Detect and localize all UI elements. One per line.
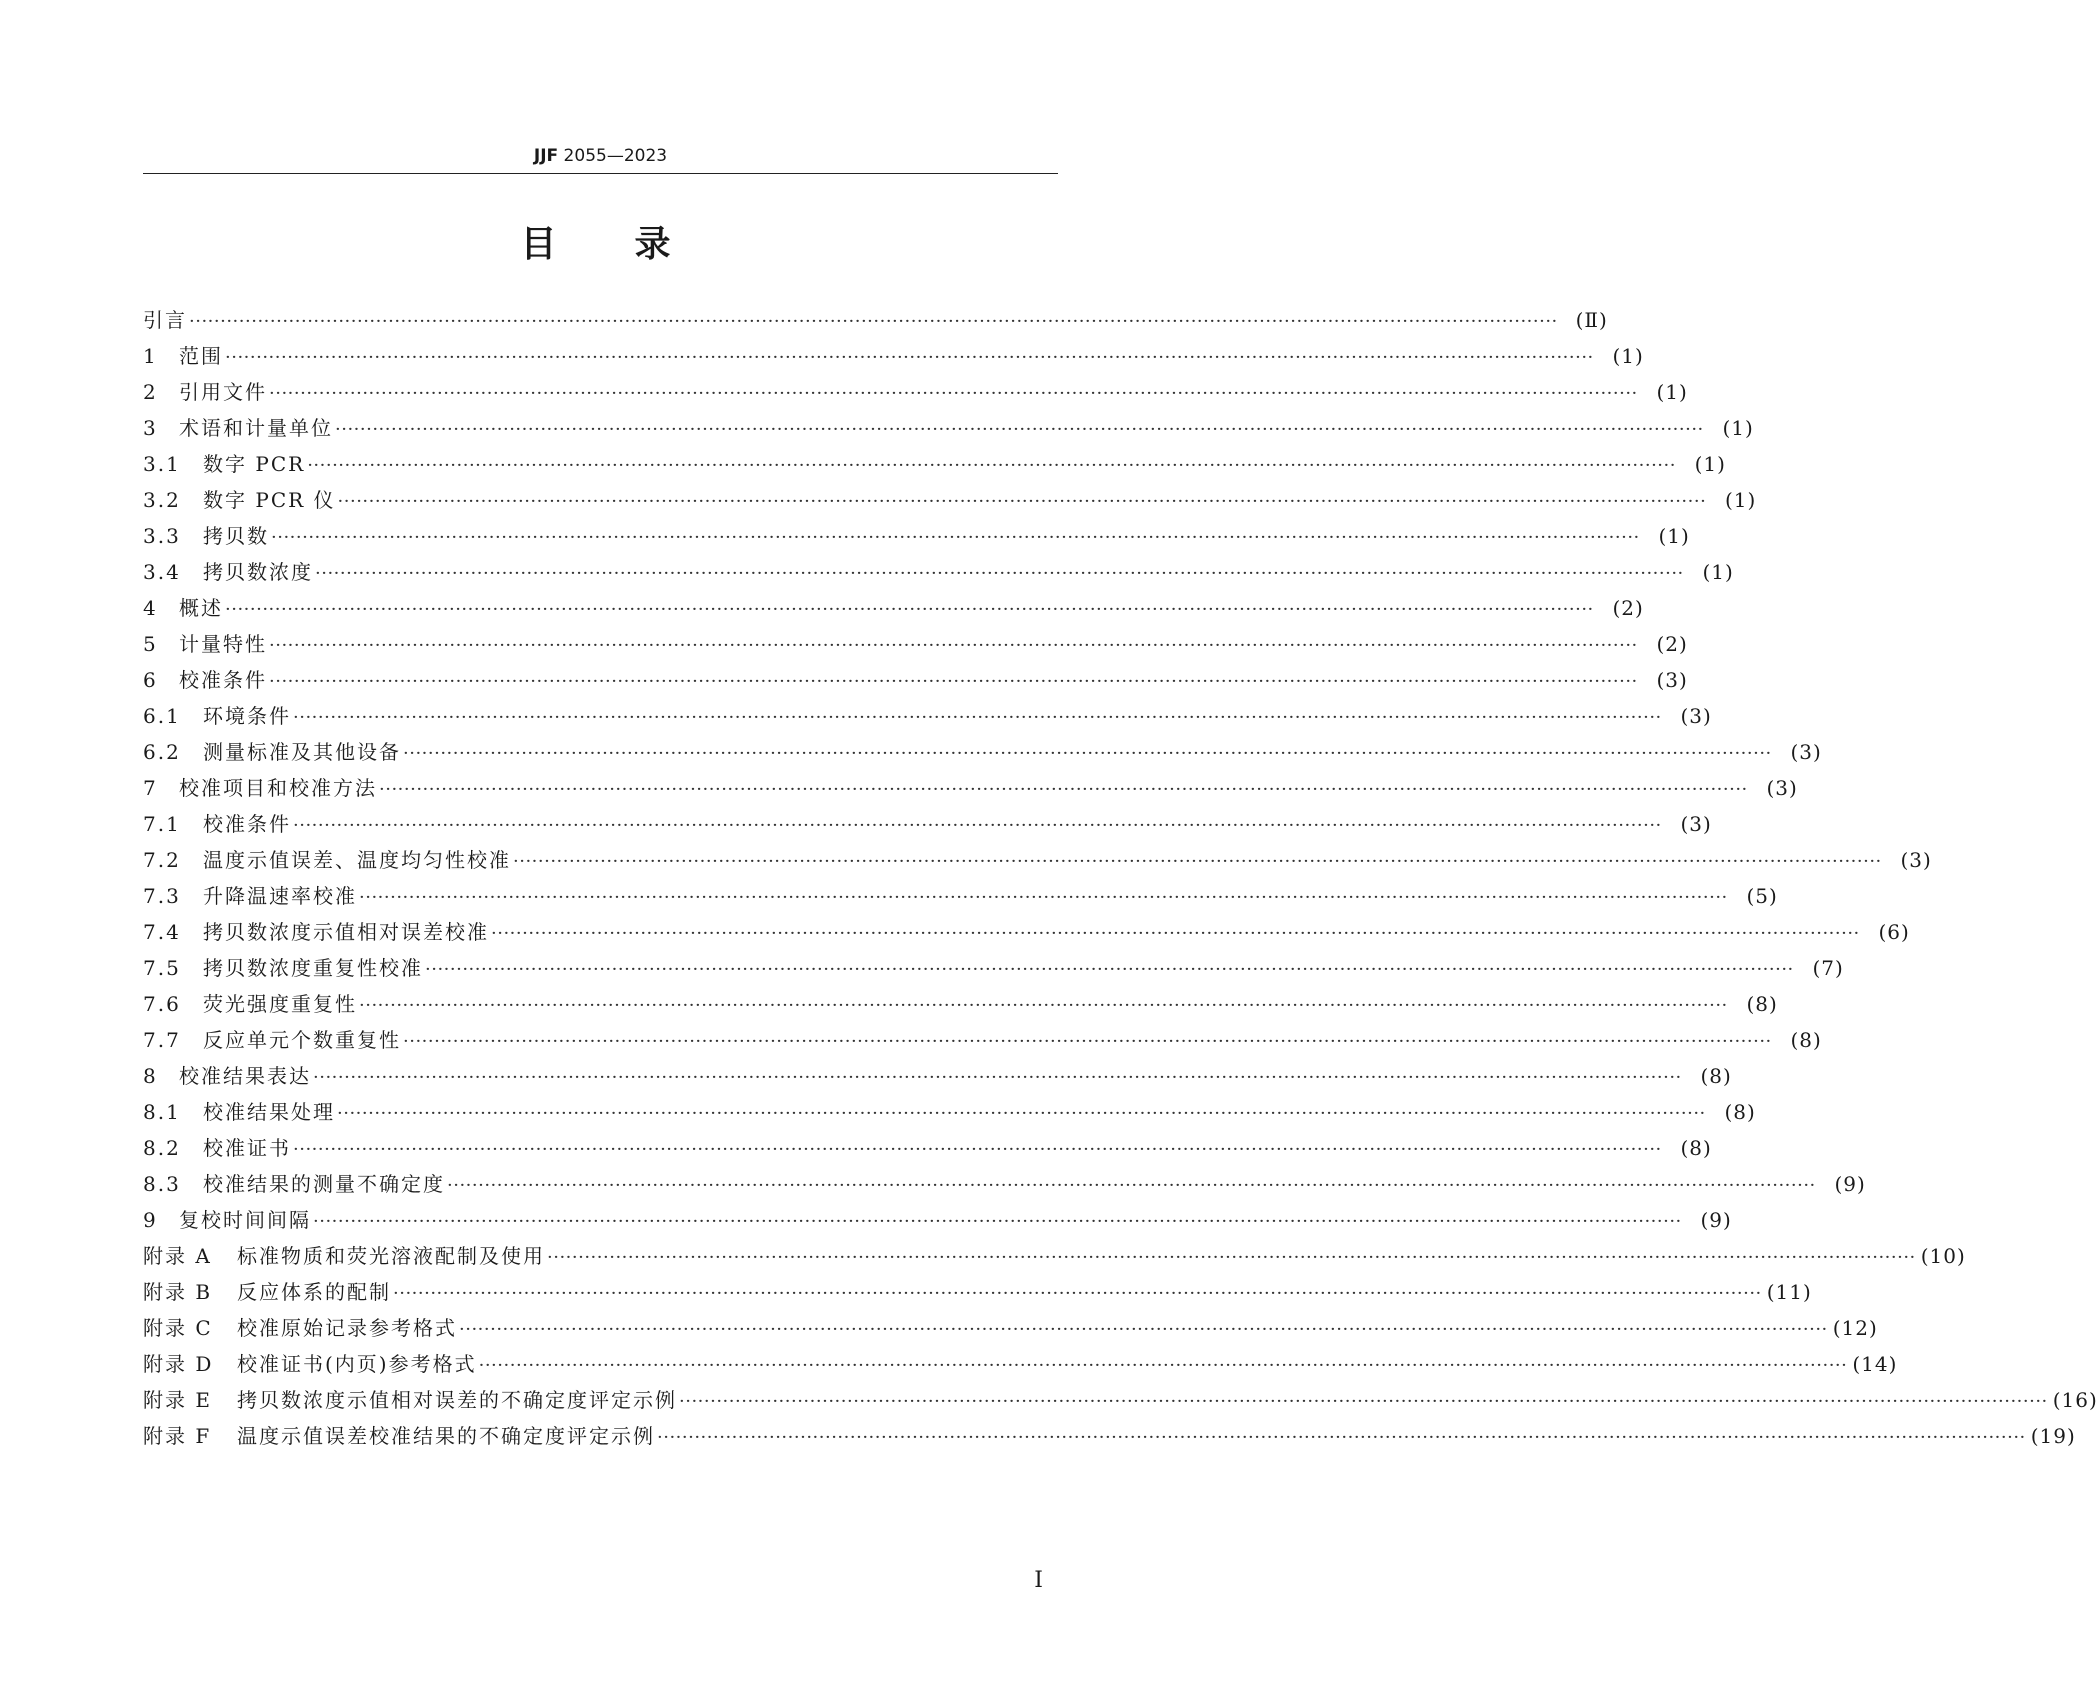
toc-entry-number: 7.6	[143, 992, 181, 1016]
toc-entry-number: 4	[143, 596, 158, 620]
toc-entry-number: 7.4	[143, 920, 181, 944]
toc-entry-title: 校准结果处理	[203, 1100, 335, 1124]
toc-entry-number: 3.1	[143, 452, 181, 476]
toc-entry-number: 7.7	[143, 1028, 181, 1052]
toc-entry-page: (8)	[1746, 992, 1778, 1016]
dot-leader: ····························································································································································································································	[313, 1067, 1682, 1088]
toc-entry[interactable]	[143, 626, 1688, 662]
toc-entry-number: 1	[143, 344, 158, 368]
toc-entry-title: 测量标准及其他设备	[203, 740, 401, 764]
toc-entry-page: (10)	[1920, 1244, 1966, 1268]
toc-entry-title: 校准结果表达	[179, 1064, 311, 1088]
toc-entry[interactable]	[143, 338, 1644, 374]
toc-entry-page: (9)	[1834, 1172, 1866, 1196]
toc-entry-number: 8.2	[143, 1136, 181, 1160]
toc-entry-number: 8.1	[143, 1100, 181, 1124]
toc-entry-title: 引用文件	[179, 380, 267, 404]
toc-entry-number: 附录 C	[143, 1316, 213, 1340]
toc-entry[interactable]	[143, 698, 1712, 734]
toc-entry[interactable]	[143, 878, 1778, 914]
toc-entry[interactable]	[143, 374, 1688, 410]
toc-entry[interactable]	[143, 1238, 1966, 1274]
toc-entry-page: (8)	[1700, 1064, 1732, 1088]
toc-entry[interactable]	[143, 1058, 1732, 1094]
toc-entry-title: 反应体系的配制	[237, 1280, 391, 1304]
dot-leader: ····························································································································································································································	[313, 1211, 1682, 1232]
toc-entry-page: (3)	[1656, 668, 1688, 692]
toc-entry[interactable]	[143, 806, 1712, 842]
toc-entry-number: 6.1	[143, 704, 181, 728]
toc-entry-title: 数字 PCR	[203, 452, 306, 476]
dot-leader: ····························································································································································································································	[335, 419, 1704, 440]
dot-leader: ····························································································································································································································	[657, 1427, 2026, 1448]
toc-entry-title: 校准原始记录参考格式	[237, 1316, 457, 1340]
toc-entry-title: 术语和计量单位	[179, 416, 333, 440]
toc-entry-title: 校准项目和校准方法	[179, 776, 377, 800]
toc-entry[interactable]	[143, 482, 1757, 518]
toc-entry-number: 附录 F	[143, 1424, 212, 1448]
page-number: Ⅰ	[1034, 1568, 1043, 1593]
toc-entry-page: (1)	[1612, 344, 1644, 368]
toc-entry-page: (2)	[1656, 632, 1688, 656]
toc-entry[interactable]	[143, 842, 1932, 878]
dot-leader: ····························································································································································································································	[225, 599, 1594, 620]
toc-entry-title: 校准证书(内页)参考格式	[237, 1352, 477, 1376]
toc-entry-page: (9)	[1700, 1208, 1732, 1232]
toc-entry-page: (1)	[1658, 524, 1690, 548]
toc-entry[interactable]	[143, 734, 1822, 770]
dot-leader: ····························································································································································································································	[403, 743, 1772, 764]
dot-leader: ····························································································································································································································	[393, 1283, 1762, 1304]
toc-entry-title: 概述	[179, 596, 223, 620]
dot-leader: ····························································································································································································································	[491, 923, 1860, 944]
toc-entry-number: 7.1	[143, 812, 181, 836]
dot-leader: ····························································································································································································································	[459, 1319, 1828, 1340]
toc-entry[interactable]	[143, 1130, 1712, 1166]
table-of-contents	[143, 302, 2098, 1454]
toc-entry[interactable]	[143, 1022, 1822, 1058]
toc-entry-title: 数字 PCR 仪	[203, 488, 336, 512]
dot-leader: ····························································································································································································································	[269, 383, 1638, 404]
toc-entry-number: 3	[143, 416, 158, 440]
toc-entry-number: 7.2	[143, 848, 181, 872]
dot-leader: ····························································································································································································································	[189, 311, 1558, 332]
toc-entry-title: 校准条件	[179, 668, 267, 692]
toc-entry-number: 7	[143, 776, 158, 800]
toc-entry-title: 标准物质和荧光溶液配制及使用	[237, 1244, 545, 1268]
toc-entry[interactable]	[143, 302, 1608, 338]
dot-leader: ····························································································································································································································	[307, 455, 1676, 476]
dot-leader: ····························································································································································································································	[293, 815, 1662, 836]
toc-entry-title: 拷贝数浓度示值相对误差校准	[203, 920, 489, 944]
toc-entry-page: (19)	[2030, 1424, 2076, 1448]
toc-entry-number: 6.2	[143, 740, 181, 764]
toc-entry-number: 附录 E	[143, 1388, 212, 1412]
toc-entry[interactable]	[143, 1310, 1878, 1346]
toc-entry[interactable]	[143, 770, 1798, 806]
toc-entry[interactable]	[143, 1346, 1898, 1382]
toc-entry-page: (3)	[1680, 704, 1712, 728]
page-header	[143, 138, 1058, 174]
page-title: 目录	[520, 224, 749, 265]
dot-leader: ····························································································································································································································	[478, 1355, 1848, 1376]
toc-entry-number: 3.2	[143, 488, 181, 512]
toc-entry[interactable]	[143, 950, 1844, 986]
toc-entry-page: (3)	[1680, 812, 1712, 836]
dot-leader: ····························································································································································································································	[447, 1175, 1816, 1196]
toc-entry-page: (1)	[1656, 380, 1688, 404]
standard-prefix: JJF	[533, 146, 559, 166]
toc-entry-number: 7.5	[143, 956, 181, 980]
toc-entry-page: (3)	[1900, 848, 1932, 872]
toc-entry-title: 拷贝数浓度示值相对误差的不确定度评定示例	[237, 1388, 677, 1412]
toc-entry-title: 拷贝数浓度	[203, 560, 313, 584]
toc-entry[interactable]	[143, 554, 1734, 590]
toc-entry-title: 复校时间间隔	[179, 1208, 311, 1232]
toc-entry-number: 8.3	[143, 1172, 181, 1196]
toc-entry-page: (1)	[1694, 452, 1726, 476]
toc-entry-number: 5	[143, 632, 158, 656]
toc-entry-title: 温度示值误差、温度均匀性校准	[203, 848, 511, 872]
toc-entry[interactable]	[143, 446, 1726, 482]
toc-entry[interactable]	[143, 1166, 1866, 1202]
dot-leader: ····························································································································································································································	[425, 959, 1794, 980]
toc-entry-page: (12)	[1832, 1316, 1878, 1340]
dot-leader: ····························································································································································································································	[269, 635, 1638, 656]
toc-entry-number: 3.3	[143, 524, 181, 548]
toc-entry-number: 附录 A	[143, 1244, 212, 1268]
toc-entry-title: 环境条件	[203, 704, 291, 728]
dot-leader: ····························································································································································································································	[359, 887, 1728, 908]
toc-entry-title: 计量特性	[179, 632, 267, 656]
toc-entry-number: 附录 B	[143, 1280, 213, 1304]
toc-entry-page: (11)	[1766, 1280, 1812, 1304]
toc-entry[interactable]	[143, 662, 1688, 698]
dot-leader: ····························································································································································································································	[271, 527, 1640, 548]
toc-entry-title: 荧光强度重复性	[203, 992, 357, 1016]
toc-entry-page: (1)	[1724, 488, 1757, 512]
toc-entry-title: 温度示值误差校准结果的不确定度评定示例	[237, 1424, 655, 1448]
toc-entry[interactable]	[143, 1094, 1756, 1130]
toc-entry-page: (3)	[1790, 740, 1822, 764]
dot-leader: ····························································································································································································································	[337, 1103, 1706, 1124]
toc-entry-page: (8)	[1790, 1028, 1822, 1052]
toc-entry-number: 7.3	[143, 884, 181, 908]
toc-entry-number: 2	[143, 380, 158, 404]
toc-entry-page: (1)	[1722, 416, 1754, 440]
dot-leader: ····························································································································································································································	[315, 563, 1684, 584]
toc-entry-page: (3)	[1766, 776, 1798, 800]
dot-leader: ····························································································································································································································	[679, 1391, 2048, 1412]
toc-entry-title: 校准条件	[203, 812, 291, 836]
toc-entry-page: (16)	[2052, 1388, 2098, 1412]
toc-entry-page: (6)	[1878, 920, 1910, 944]
dot-leader: ····························································································································································································································	[379, 779, 1748, 800]
dot-leader: ····························································································································································································································	[403, 1031, 1772, 1052]
toc-entry-page: (1)	[1702, 560, 1734, 584]
toc-entry-page: (5)	[1746, 884, 1778, 908]
toc-entry-page: (Ⅱ)	[1575, 308, 1608, 332]
toc-entry[interactable]	[143, 914, 1910, 950]
toc-entry-page: (14)	[1852, 1352, 1898, 1376]
toc-entry-number: 6	[143, 668, 158, 692]
toc-entry[interactable]	[143, 1202, 1732, 1238]
dot-leader: ····························································································································································································································	[225, 347, 1594, 368]
toc-entry-title: 校准证书	[203, 1136, 291, 1160]
toc-entry-title: 拷贝数	[203, 524, 269, 548]
toc-entry-title: 升降温速率校准	[203, 884, 357, 908]
standard-code: 2055—2023	[558, 146, 668, 166]
toc-entry-number: 8	[143, 1064, 158, 1088]
toc-entry[interactable]	[143, 1274, 1812, 1310]
dot-leader: ····························································································································································································································	[513, 851, 1882, 872]
toc-entry-page: (2)	[1612, 596, 1644, 620]
toc-entry-title: 引言	[143, 308, 187, 332]
toc-entry[interactable]	[143, 518, 1690, 554]
toc-entry[interactable]	[143, 1418, 2076, 1454]
toc-entry[interactable]	[143, 986, 1778, 1022]
toc-entry-page: (8)	[1680, 1136, 1712, 1160]
dot-leader: ····························································································································································································································	[547, 1247, 1916, 1268]
toc-entry-title: 拷贝数浓度重复性校准	[203, 956, 423, 980]
dot-leader: ····························································································································································································································	[293, 1139, 1662, 1160]
dot-leader: ····························································································································································································································	[337, 491, 1707, 512]
toc-entry-page: (8)	[1724, 1100, 1756, 1124]
toc-entry-page: (7)	[1812, 956, 1844, 980]
dot-leader: ····························································································································································································································	[359, 995, 1728, 1016]
toc-entry-title: 校准结果的测量不确定度	[203, 1172, 445, 1196]
dot-leader: ····························································································································································································································	[293, 707, 1662, 728]
toc-entry-number: 附录 D	[143, 1352, 214, 1376]
toc-entry[interactable]	[143, 410, 1754, 446]
toc-entry[interactable]	[143, 1382, 2098, 1418]
dot-leader: ····························································································································································································································	[269, 671, 1638, 692]
toc-entry[interactable]	[143, 590, 1644, 626]
toc-entry-title: 范围	[179, 344, 223, 368]
toc-entry-number: 9	[143, 1208, 158, 1232]
toc-entry-title: 反应单元个数重复性	[203, 1028, 401, 1052]
toc-entry-number: 3.4	[143, 560, 181, 584]
